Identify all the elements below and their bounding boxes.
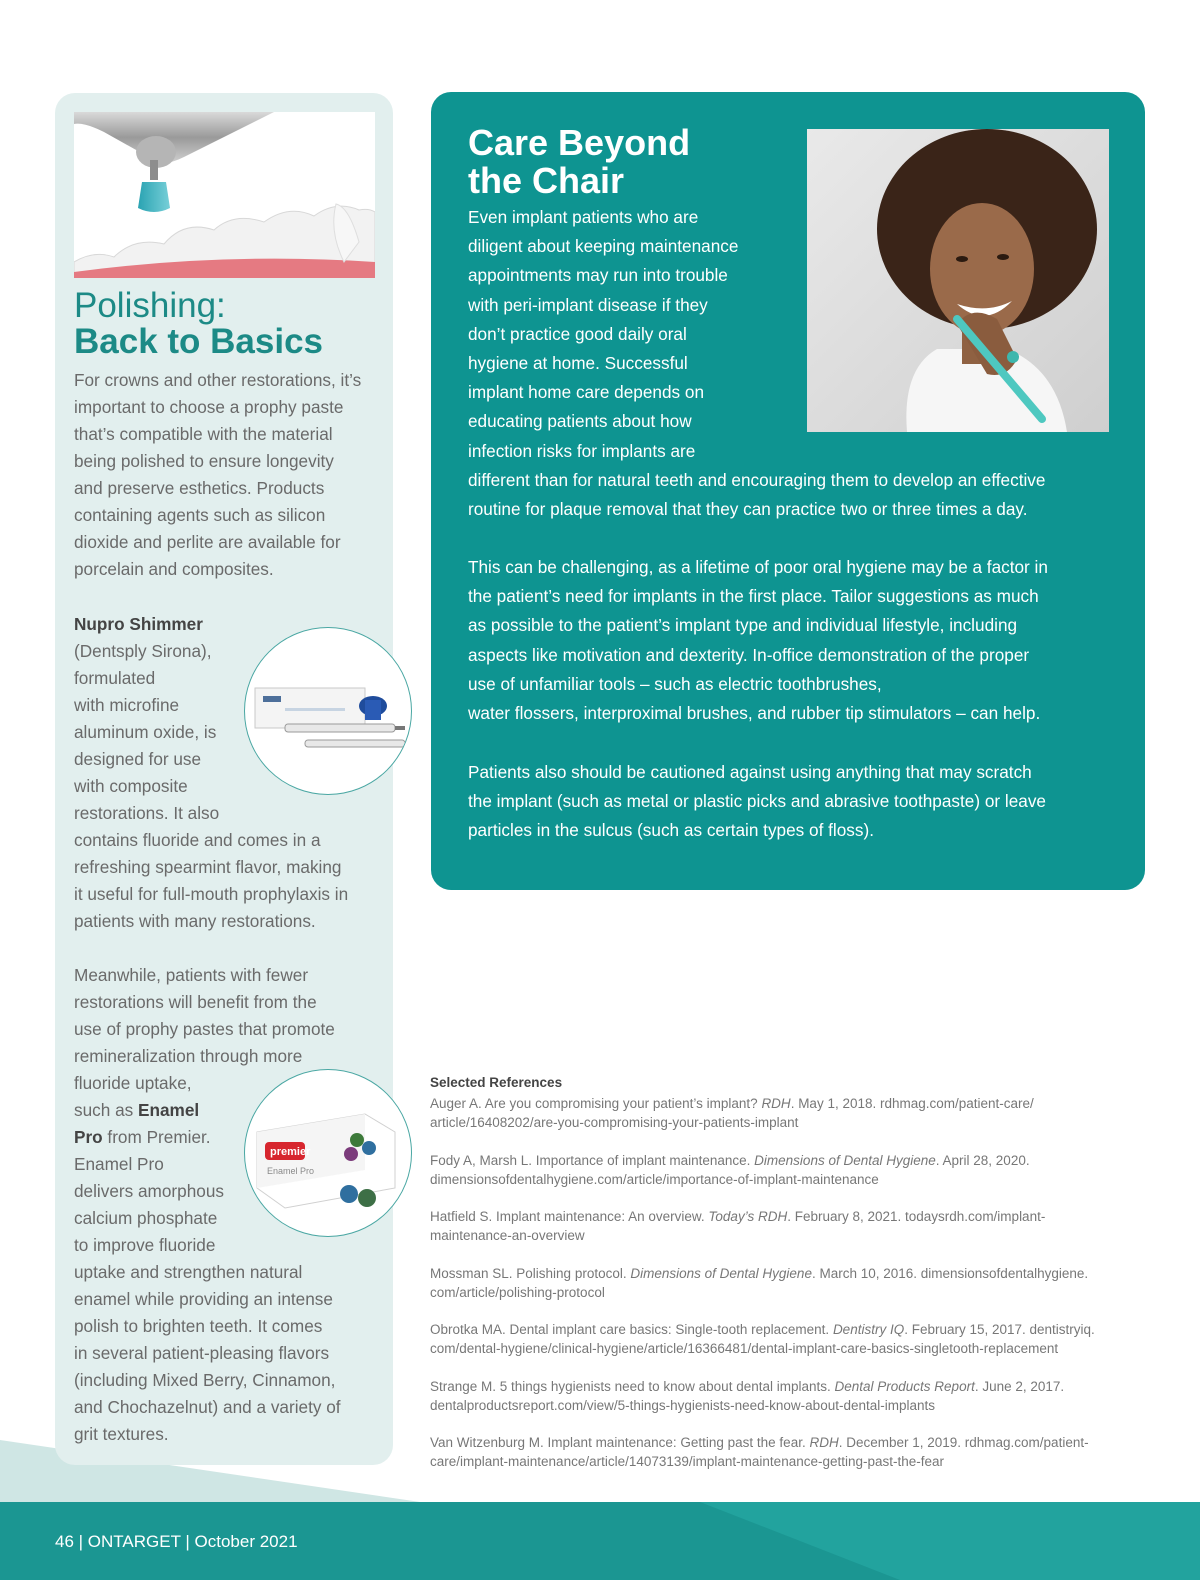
enamel-pro-name-part1: Enamel — [138, 1100, 200, 1120]
feature-paragraph-2 — [468, 553, 1128, 728]
text-line: in several patient-pleasing flavors — [74, 1343, 330, 1363]
ref-link[interactable]: com/article/polishing-protocol — [430, 1285, 605, 1300]
text-line: educating patients about how — [468, 411, 692, 432]
text-line: delivers amorphous — [74, 1181, 224, 1201]
feature-title — [468, 124, 788, 200]
text-line: Meanwhile, patients with fewer — [74, 965, 309, 985]
text-line: with microfine — [74, 695, 180, 715]
text-line: grit textures. — [74, 1424, 169, 1444]
text-line: particles in the sulcus (such as certain types of floss). — [468, 820, 874, 841]
ref-journal: Dimensions of Dental Hygiene — [630, 1266, 812, 1281]
enamel-pro-name-part2: Pro — [74, 1127, 103, 1147]
text-line: infection risks for implants are — [468, 440, 696, 461]
reference-item — [430, 1377, 1140, 1415]
text-line: uptake and strengthen natural — [74, 1262, 303, 1282]
text-line: Patients also should be cautioned against using anything that may scratch — [468, 762, 1032, 782]
text-line: implant home care depends on — [468, 382, 705, 403]
text-line: routine for plaque removal that they can practice two or three times a day. — [468, 499, 1028, 520]
text-line: important to choose a prophy paste — [74, 397, 344, 417]
feature-paragraph-1-wide — [468, 466, 1128, 524]
text-line: contains fluoride and comes in a — [74, 830, 321, 850]
ref-journal: Today’s RDH — [708, 1209, 788, 1224]
ref-journal: RDH — [809, 1435, 839, 1450]
text-line: restorations will benefit from the — [74, 992, 317, 1012]
ref-link[interactable]: com/dental-hygiene/clinical-hygiene/article/16366481/dental-implant-care-basics-singletooth-replacement — [430, 1341, 1059, 1356]
reference-item — [430, 1264, 1140, 1302]
sidebar-title-line1: Polishing: — [74, 286, 226, 325]
text-line: formulated — [74, 668, 156, 688]
text-line: don’t practice good daily oral — [468, 323, 687, 344]
sidebar-title — [74, 288, 384, 360]
sidebar-intro-paragraph — [74, 367, 374, 583]
ref-text: Auger A. Are you compromising your patient’s implant? — [430, 1096, 762, 1111]
ref-journal: Dental Products Report — [834, 1379, 975, 1394]
ref-link[interactable]: dimensionsofdentalhygiene.com/article/importance-of-implant-maintenance — [430, 1172, 879, 1187]
text-line: to improve fluoride — [74, 1235, 216, 1255]
nupro-product-name: Nupro Shimmer — [74, 614, 203, 634]
enamel-box-product-text: Enamel Pro — [267, 1166, 315, 1176]
woman-flossing-photo — [807, 129, 1109, 432]
text-line: patients with many restorations. — [74, 911, 316, 931]
text-line: water flossers, interproximal brushes, and rubber tip stimulators – can help. — [468, 703, 1041, 724]
ref-text: Van Witzenburg M. Implant maintenance: Getting past the fear. — [430, 1435, 810, 1450]
ref-link[interactable]: dentalproductsreport.com/view/5-things-hygienists-need-know-about-dental-implants — [430, 1398, 936, 1413]
text-line: restorations. It also — [74, 803, 220, 823]
nupro-product-image — [244, 627, 412, 795]
text-line: dioxide and perlite are available for — [74, 532, 341, 552]
text-line: Enamel Pro — [74, 1154, 164, 1174]
ref-text: Mossman SL. Polishing protocol. — [430, 1266, 631, 1281]
text-line: diligent about keeping maintenance — [468, 236, 739, 257]
text-line: the implant (such as metal or plastic picks and abrasive toothpaste) or leave — [468, 791, 1046, 812]
ref-link[interactable]: maintenance-an-overview — [430, 1228, 585, 1243]
ref-text: . February 8, 2021. todaysrdh.com/implant- — [787, 1209, 1046, 1224]
reference-item — [430, 1151, 1140, 1189]
text-line: (Dentsply Sirona), — [74, 641, 212, 661]
sidebar-title-line2: Back to Basics — [74, 322, 324, 362]
text-line: Even implant patients who are — [468, 207, 699, 227]
ref-journal: RDH — [761, 1096, 791, 1111]
text-line: designed for use — [74, 749, 202, 769]
text-line: and Chochazelnut) and a variety of — [74, 1397, 341, 1417]
text-line: use of prophy pastes that promote — [74, 1019, 335, 1039]
text-line: the patient’s need for implants in the first place. Tailor suggestions as much — [468, 586, 1039, 607]
text-line: This can be challenging, as a lifetime of poor oral hygiene may be a factor in — [468, 557, 1048, 577]
text-line: different than for natural teeth and encouraging them to develop an effective — [468, 470, 1046, 490]
ref-text: Strange M. 5 things hygienists need to know about dental implants. — [430, 1379, 835, 1394]
ref-text: Fody A, Marsh L. Importance of implant maintenance. — [430, 1153, 755, 1168]
text-line: aluminum oxide, is — [74, 722, 217, 742]
text-fragment: such as — [74, 1100, 139, 1120]
text-line: with composite — [74, 776, 188, 796]
reference-item — [430, 1320, 1140, 1358]
text-line: enamel while providing an intense — [74, 1289, 333, 1309]
reference-item — [430, 1094, 1140, 1132]
text-line: calcium phosphate — [74, 1208, 218, 1228]
text-line: porcelain and composites. — [74, 559, 274, 579]
text-fragment: from Premier. — [102, 1127, 211, 1147]
text-line: containing agents such as silicon — [74, 505, 326, 525]
ref-text: . December 1, 2019. rdhmag.com/patient- — [838, 1435, 1089, 1450]
ref-text: . March 10, 2016. dimensionsofdentalhygiene. — [811, 1266, 1089, 1281]
ref-text: Obrotka MA. Dental implant care basics: Single-tooth replacement. — [430, 1322, 833, 1337]
text-line: as possible to the patient’s implant type and individual lifestyle, including — [468, 615, 1018, 636]
text-line: refreshing spearmint flavor, making — [74, 857, 342, 877]
text-line: fluoride uptake, — [74, 1073, 192, 1093]
text-line: that’s compatible with the material — [74, 424, 333, 444]
ref-link[interactable]: care/implant-maintenance/article/14073139/implant-maintenance-getting-past-the-fear — [430, 1454, 945, 1469]
text-line: it useful for full-mouth prophylaxis in — [74, 884, 349, 904]
text-line: (including Mixed Berry, Cinnamon, — [74, 1370, 336, 1390]
reference-item — [430, 1433, 1140, 1471]
reference-item — [430, 1207, 1140, 1245]
ref-text: . June 2, 2017. — [974, 1379, 1065, 1394]
text-line: use of unfamiliar tools – such as electric toothbrushes, — [468, 673, 882, 694]
feature-title-line1: Care Beyond — [468, 122, 691, 163]
text-line: appointments may run into trouble — [468, 265, 728, 286]
ref-journal: Dimensions of Dental Hygiene — [754, 1153, 936, 1168]
ref-text: . May 1, 2018. rdhmag.com/patient-care/ — [790, 1096, 1034, 1111]
polishing-illustration — [74, 112, 375, 278]
feature-title-line2: the Chair — [468, 160, 625, 201]
enamel-pro-product-image — [244, 1069, 412, 1237]
ref-journal: Dentistry IQ — [832, 1322, 905, 1337]
text-line: polish to brighten teeth. It comes — [74, 1316, 323, 1336]
text-line: remineralization through more — [74, 1046, 303, 1066]
text-line: being polished to ensure longevity — [74, 451, 334, 471]
ref-text: Hatfield S. Implant maintenance: An overview. — [430, 1209, 709, 1224]
footer-page-info: 46 | ONTARGET | October 2021 — [55, 1532, 298, 1551]
feature-paragraph-3 — [468, 758, 1128, 846]
text-line: hygiene at home. Successful — [468, 353, 688, 374]
ref-text: . April 28, 2020. — [935, 1153, 1030, 1168]
enamel-box-brand-text: premier — [270, 1146, 311, 1158]
text-line: with peri-implant disease if they — [468, 294, 708, 315]
feature-paragraph-1-narrow — [468, 203, 778, 466]
text-line: For crowns and other restorations, it’s — [74, 370, 362, 390]
ref-text: . February 15, 2017. dentistryiq. — [904, 1322, 1095, 1337]
references-heading: Selected References — [430, 1075, 563, 1090]
text-line: and preserve esthetics. Products — [74, 478, 325, 498]
ref-link[interactable]: article/16408202/are-you-compromising-your-patients-implant — [430, 1115, 799, 1130]
text-line: aspects like motivation and dexterity. In-office demonstration of the proper — [468, 644, 1030, 665]
